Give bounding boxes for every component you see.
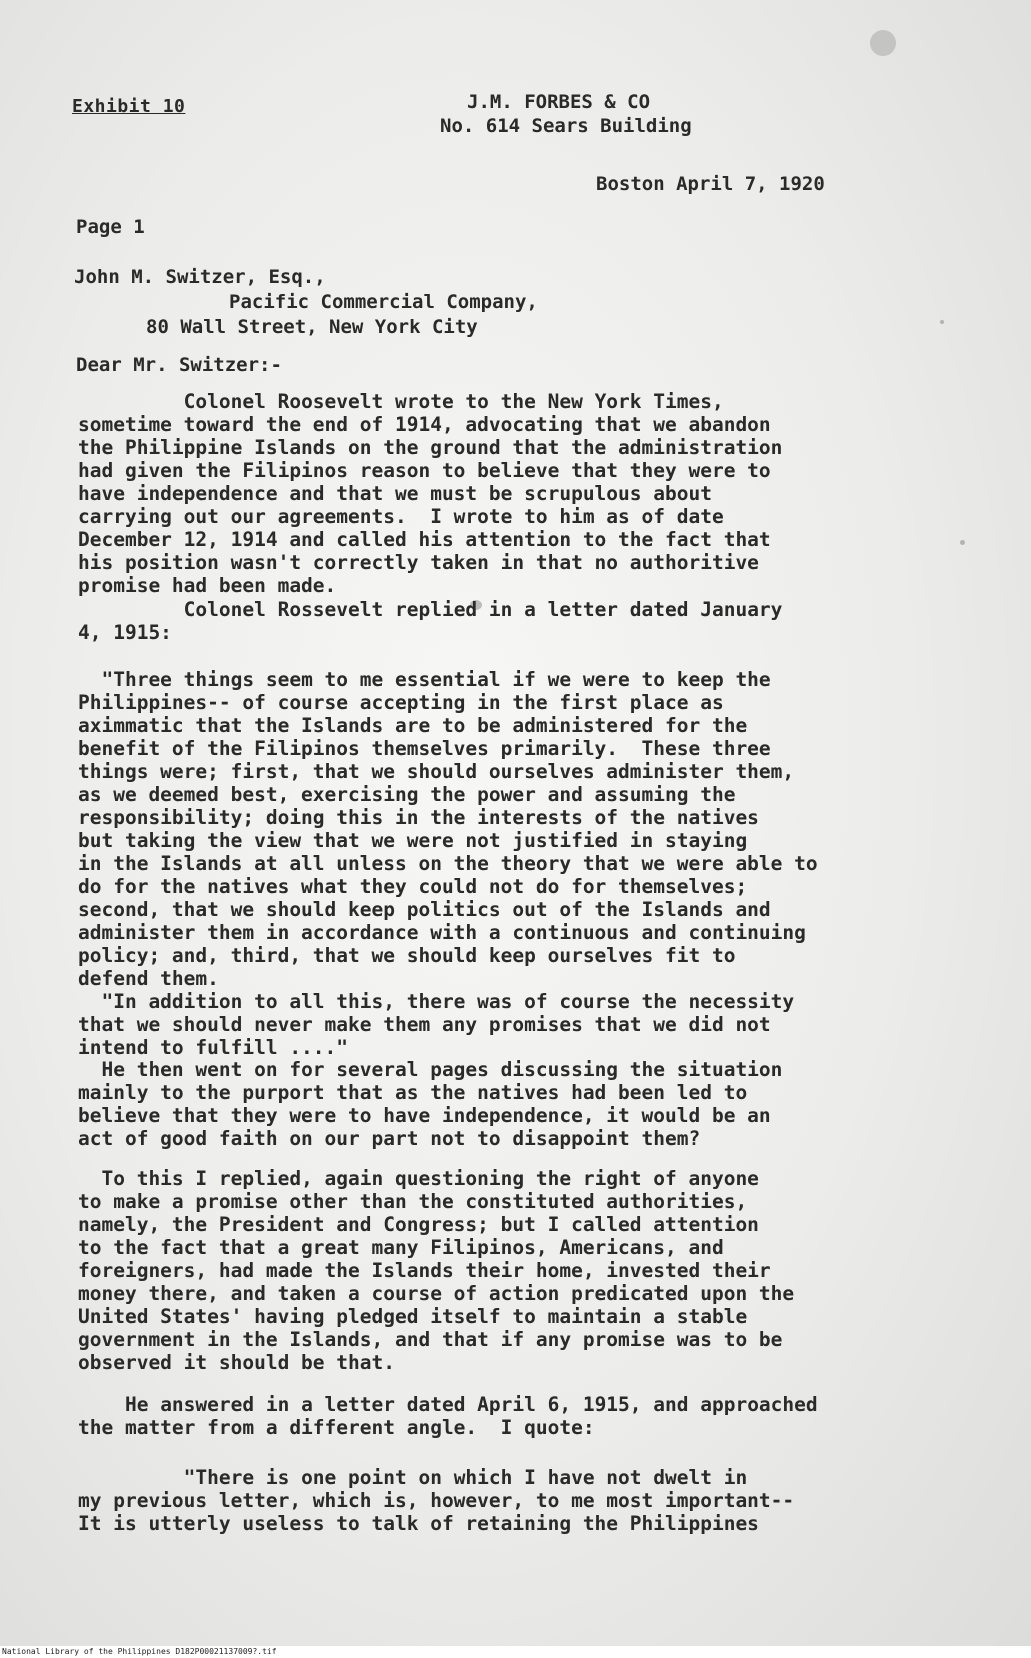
- recipient-name: John M. Switzer, Esq.,: [74, 266, 326, 288]
- letter-date: Boston April 7, 1920: [596, 173, 825, 195]
- page-label: Page 1: [76, 216, 145, 238]
- recipient-address: [74, 265, 538, 340]
- exhibit-label: Exhibit 10: [72, 96, 186, 117]
- paragraph-3: He then went on for several pages discussing the situation mainly to the purport that as the natives had been led to believe that they were to have independence, it would be an act of good faith on our part not to disappoint them?: [78, 1058, 783, 1150]
- quote-roosevelt-2: "There is one point on which I have not dwelt in my previous letter, which is, however, to me most important-- It is utterly useless to talk of retaining the Philippines: [78, 1466, 795, 1535]
- letterhead-address: No. 614 Sears Building: [440, 115, 692, 137]
- recipient-street: 80 Wall Street, New York City: [146, 316, 478, 338]
- paper-spot: [870, 30, 896, 56]
- paragraph-2: Colonel Rossevelt replied in a letter dated January 4, 1915:: [78, 598, 783, 644]
- paper-spot: [940, 320, 944, 324]
- paragraph-4: To this I replied, again questioning the right of anyone to make a promise other than the constituted authorities, namely, the President and Congress; but I called attention to the fact that a great many Filipinos, Americans, and foreigners, had made the Islands their home, invested their money there, and taken a course of action predicated upon the United States' having pledged itself to maintain a stable government in the Islands, and that if any promise was to be observed it should be that.: [78, 1167, 795, 1374]
- paragraph-1: Colonel Roosevelt wrote to the New York Times, sometime toward the end of 1914, advocating that we abandon the Philippine Islands on the ground that the administration had given the Filipinos reason to believe that they were to have independence and that we must be scrupulous about carrying out our agreements. I wrote to him as of date December 12, 1914 and called his attention to the fact that his position wasn't correctly taken in that no authoritive promise had been made.: [78, 390, 783, 597]
- recipient-company: Pacific Commercial Company,: [229, 291, 538, 313]
- salutation: Dear Mr. Switzer:-: [76, 354, 282, 376]
- letterhead: [440, 90, 860, 138]
- scan-footer: [0, 1646, 1031, 1658]
- quote-roosevelt-1: "Three things seem to me essential if we were to keep the Philippines-- of course accepting in the first place as aximmatic that the Islands are to be administered for the benefit of the Filipinos themselves primarily. These three things were; first, that we should ourselves administer them, as we deemed best, exercising the power and assuming the responsibility; doing this in the interests of the natives but taking the view that we were not justified in staying in the Islands at all unless on the theory that we were able to do for the natives what they could not do for themselves; second, that we should keep politics out of the Islands and administer them in accordance with a continuous and continuing policy; and, third, that we should keep ourselves fit to defend them. "In addition to all this, there was of course the necessity that we should never make them any promises that we did not intend to fulfill ....": [78, 668, 818, 1059]
- footer-text: National Library of the Philippines D182P00021137009?.tif: [2, 1647, 277, 1656]
- paragraph-5: He answered in a letter dated April 6, 1915, and approached the matter from a different angle. I quote:: [78, 1393, 818, 1439]
- letterhead-company: J.M. FORBES & CO: [467, 91, 651, 113]
